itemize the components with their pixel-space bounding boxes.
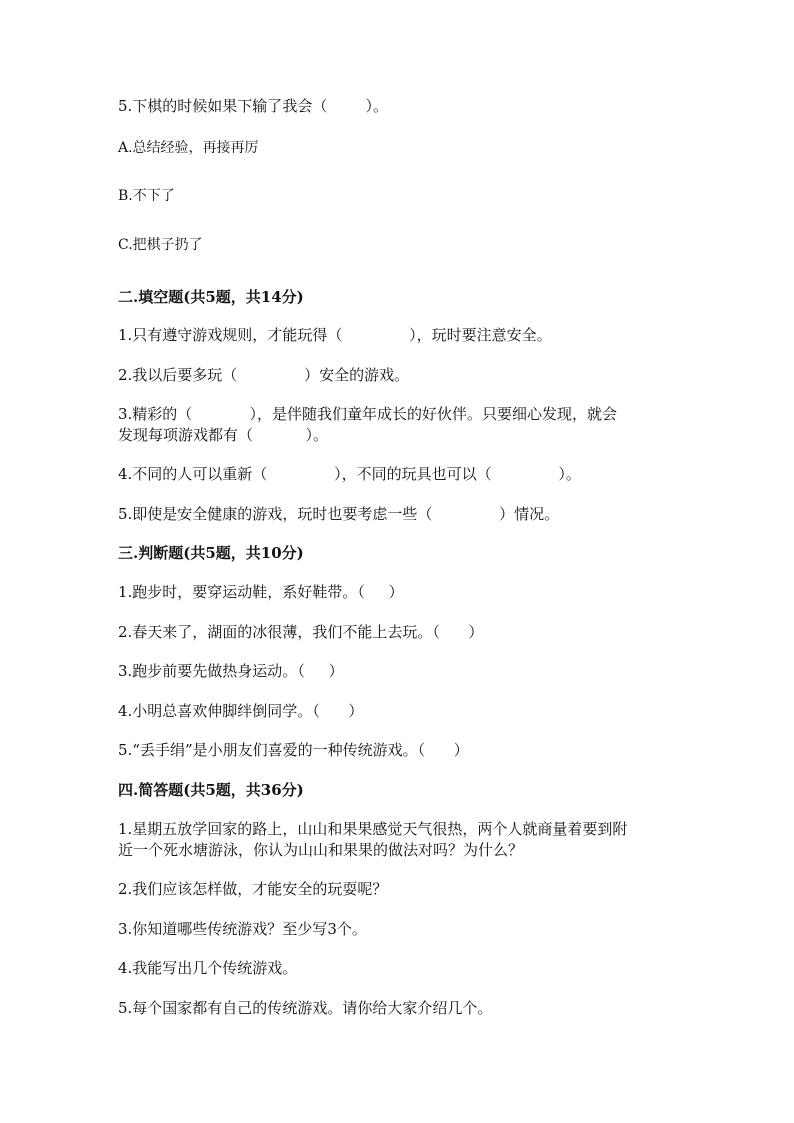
true-false-item: 4.小明总喜欢伸脚绊倒同学。（ ） bbox=[118, 702, 364, 720]
short-answer-item: 1.星期五放学回家的路上，山山和果果感觉天气很热，两个人就商量着要到附 bbox=[118, 820, 628, 838]
short-answer-item: 2.我们应该怎样做，才能安全的玩耍呢？ bbox=[118, 880, 388, 898]
fill-blank-item: 5.即使是安全健康的游戏，玩时也要考虑一些（ ）情况。 bbox=[118, 505, 560, 523]
choice-option-a: A.总结经验，再接再厉 bbox=[118, 140, 259, 156]
short-answer-item: 5.每个国家都有自己的传统游戏。请你给大家介绍几个。 bbox=[118, 999, 493, 1017]
choice-option-c: C.把棋子扔了 bbox=[118, 237, 203, 253]
fill-blank-heading: 二.填空题(共5题，共14分) bbox=[118, 288, 304, 306]
choice-option-b: B.不下了 bbox=[118, 188, 175, 204]
fill-blank-item: 2.我以后要多玩（ ）安全的游戏。 bbox=[118, 366, 410, 384]
true-false-item: 1.跑步时，要穿运动鞋，系好鞋带。（ ） bbox=[118, 583, 404, 601]
true-false-heading: 三.判断题(共5题，共10分) bbox=[118, 544, 304, 562]
true-false-item: 3.跑步前要先做热身运动。（ ） bbox=[118, 662, 344, 680]
fill-blank-item: 4.不同的人可以重新（ ），不同的玩具也可以（ ）。 bbox=[118, 465, 581, 483]
short-answer-heading: 四.简答题(共5题，共36分) bbox=[118, 781, 304, 799]
choice-question-5: 5.下棋的时候如果下输了我会（ ）。 bbox=[118, 97, 388, 115]
short-answer-item: 3.你知道哪些传统游戏？至少写3个。 bbox=[118, 920, 367, 938]
short-answer-item: 4.我能写出几个传统游戏。 bbox=[118, 959, 298, 977]
true-false-item: 2.春天来了，湖面的冰很薄，我们不能上去玩。（ ） bbox=[118, 623, 484, 641]
fill-blank-item: 3.精彩的（ ），是伴随我们童年成长的好伙伴。只要细心发现，就会 bbox=[118, 405, 618, 423]
short-answer-item-continued: 近一个死水塘游泳，你认为山山和果果的做法对吗？为什么？ bbox=[118, 841, 524, 859]
true-false-item: 5.“丢手绢”是小朋友们喜爱的一种传统游戏。（ ） bbox=[118, 741, 469, 759]
fill-blank-item: 1.只有遵守游戏规则，才能玩得（ ），玩时要注意安全。 bbox=[118, 326, 552, 344]
fill-blank-item-continued: 发现每项游戏都有（ ）。 bbox=[118, 426, 328, 444]
